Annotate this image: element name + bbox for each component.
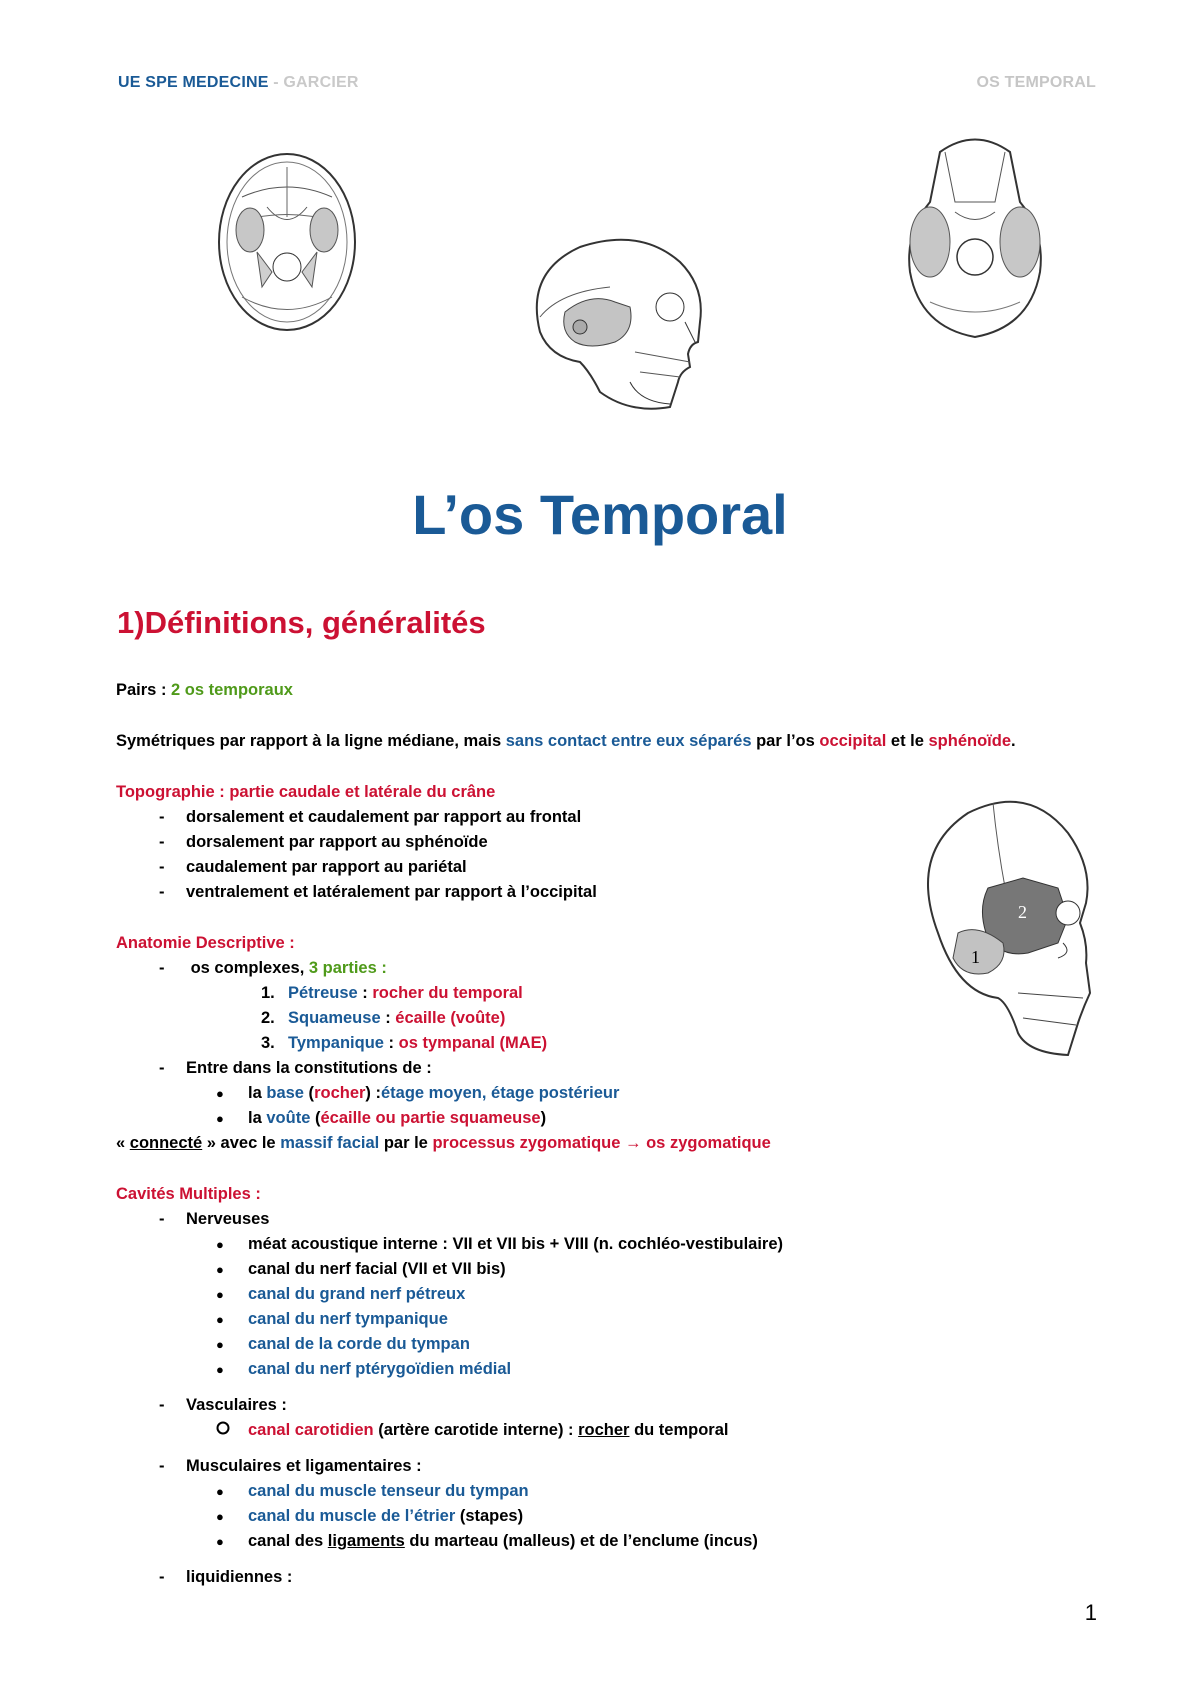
- conn-text-4: massif facial: [280, 1134, 380, 1152]
- base-text-5: ) :: [365, 1084, 381, 1102]
- part-item-1: [116, 981, 896, 1006]
- list-item: - Nerveuses: [116, 1207, 896, 1232]
- nerv-text: canal du nerf facial (VII et VII bis): [248, 1260, 506, 1278]
- bullet-icon: ●: [216, 1484, 224, 1499]
- base-text-2: base: [266, 1084, 304, 1102]
- part-number: 2.: [261, 1009, 275, 1027]
- figure-skull-lateral: [520, 232, 720, 427]
- bullet-nerv-2: [116, 1257, 896, 1282]
- base-text-1: la: [248, 1084, 267, 1102]
- voute-text-5: ): [540, 1109, 547, 1127]
- figure-label-2: 2: [1018, 902, 1027, 922]
- nerv-text: canal du nerf ptérygoïdien médial: [248, 1360, 512, 1378]
- bullet-nerv-4: [116, 1307, 896, 1332]
- conn-text-5: par le: [379, 1134, 433, 1152]
- vasc-text-3: rocher: [578, 1421, 630, 1439]
- vasc-text-2: (artère carotide interne) :: [373, 1421, 579, 1439]
- anat-complex-text: os complexes,: [190, 959, 309, 977]
- sym-text-1: Symétriques par rapport à la ligne médiane, mais: [116, 732, 506, 750]
- figure-label-1: 1: [971, 947, 980, 967]
- connection-line: [116, 1131, 896, 1156]
- bullet-icon: ●: [216, 1287, 224, 1302]
- musc-text-c: du marteau (malleus) et de l’enclume (incus): [404, 1532, 758, 1550]
- anatomy-heading: Anatomie Descriptive :: [116, 934, 295, 952]
- pairs-line: [116, 678, 896, 703]
- pairs-value: 2 os temporaux: [171, 681, 293, 699]
- bullet-vasc: [116, 1418, 896, 1443]
- bullet-icon: ●: [216, 1262, 224, 1277]
- circle-bullet-icon: [216, 1418, 248, 1443]
- page-number: 1: [1084, 1600, 1097, 1625]
- bullet-icon: ●: [216, 1534, 224, 1549]
- sym-text-7: .: [1011, 732, 1016, 750]
- list-item: - Vasculaires :: [116, 1393, 896, 1418]
- part-name: Pétreuse: [288, 984, 358, 1002]
- part-sep: :: [380, 1009, 396, 1027]
- musc-text-b: ligaments: [327, 1532, 405, 1550]
- part-name: Tympanique: [288, 1034, 384, 1052]
- musc-text-b: (stapes): [455, 1507, 524, 1525]
- base-text-6: étage moyen, étage postérieur: [381, 1084, 620, 1102]
- bullet-musc-2: [116, 1504, 896, 1529]
- conn-text-6: processus zygomatique: [432, 1134, 621, 1152]
- bullet-nerv-5: [116, 1332, 896, 1357]
- list-item: - liquidiennes :: [116, 1565, 896, 1590]
- voute-text-2: voûte: [266, 1109, 311, 1127]
- bullet-icon: ●: [216, 1237, 224, 1252]
- vasc-text-1: canal carotidien: [248, 1421, 374, 1439]
- part-desc: os tympanal (MAE): [398, 1034, 548, 1052]
- bullet-icon: ●: [216, 1111, 224, 1126]
- musc-text-a: canal du muscle de l’étrier: [248, 1507, 456, 1525]
- pairs-label: Pairs :: [116, 681, 172, 699]
- figure-skull-labeled: [908, 793, 1098, 1068]
- conn-text-2: connecté: [129, 1134, 203, 1152]
- sym-text-2: sans contact entre eux séparés: [505, 732, 752, 750]
- nerv-text: canal du grand nerf pétreux: [248, 1285, 466, 1303]
- body-content: [116, 678, 1016, 1590]
- part-name: Squameuse: [288, 1009, 381, 1027]
- sym-text-6: sphénoïde: [928, 732, 1012, 750]
- list-item: [116, 956, 896, 981]
- list-item: - dorsalement par rapport au sphénoïde: [116, 830, 896, 855]
- list-item: - dorsalement et caudalement par rapport au frontal: [116, 805, 896, 830]
- nerv-text: méat acoustique interne : VII et VII bis + VIII (n. cochléo-vestibulaire): [248, 1235, 784, 1253]
- bullet-nerv-1: [116, 1232, 896, 1257]
- symmetry-line: [116, 729, 1016, 754]
- header-teacher: - GARCIER: [268, 74, 359, 91]
- musc-text: canal du muscle tenseur du tympan: [248, 1482, 529, 1500]
- conn-text-7: → os zygomatique: [620, 1134, 771, 1152]
- topography-heading: Topographie : partie caudale et latérale du crâne: [116, 783, 496, 801]
- part-item-3: [116, 1031, 896, 1056]
- part-desc: rocher du temporal: [372, 984, 523, 1002]
- cavities-heading: Cavités Multiples :: [116, 1185, 261, 1203]
- part-sep: :: [357, 984, 373, 1002]
- bullet-icon: ●: [216, 1337, 224, 1352]
- sym-text-3: par l’os: [751, 732, 820, 750]
- part-number: 1.: [261, 984, 275, 1002]
- bullet-voute: [116, 1106, 896, 1131]
- list-item: - caudalement par rapport au pariétal: [116, 855, 896, 880]
- bullet-base: [116, 1081, 896, 1106]
- section-heading: 1)Définitions, généralités: [117, 605, 486, 640]
- nerv-text: canal du nerf tympanique: [248, 1310, 448, 1328]
- document-title: L’os Temporal: [412, 483, 788, 546]
- sym-text-5: et le: [886, 732, 929, 750]
- nerv-text: canal de la corde du tympan: [248, 1335, 470, 1353]
- bullet-icon: ●: [216, 1362, 224, 1377]
- list-item: - Musculaires et ligamentaires :: [116, 1454, 896, 1479]
- running-header-chapter: OS TEMPORAL: [976, 74, 1096, 91]
- voute-text-4: écaille ou partie squameuse: [320, 1109, 541, 1127]
- voute-text-1: la: [248, 1109, 267, 1127]
- part-sep: :: [383, 1034, 399, 1052]
- anat-parts-count: 3 parties :: [308, 959, 387, 977]
- bullet-musc-3: [116, 1529, 896, 1554]
- bullet-icon: ●: [216, 1312, 224, 1327]
- part-desc: écaille (voûte): [395, 1009, 506, 1027]
- bullet-nerv-3: [116, 1282, 896, 1307]
- bullet-musc-1: [116, 1479, 896, 1504]
- part-number: 3.: [261, 1034, 275, 1052]
- figure-skull-base-inferior: [900, 132, 1050, 347]
- musc-text-a: canal des: [248, 1532, 328, 1550]
- voute-text-3: (: [310, 1109, 321, 1127]
- running-header-course: [118, 74, 359, 92]
- list-item: - Entre dans la constitutions de :: [116, 1056, 896, 1081]
- header-course-name: UE SPE MEDECINE: [118, 74, 269, 91]
- sym-text-4: occipital: [819, 732, 887, 750]
- part-item-2: [116, 1006, 896, 1031]
- figure-skull-base-superior: [212, 147, 362, 342]
- bullet-icon: ●: [216, 1509, 224, 1524]
- conn-text-3: » avec le: [202, 1134, 281, 1152]
- base-text-3: (: [303, 1084, 315, 1102]
- bullet-icon: ●: [216, 1086, 224, 1101]
- bullet-nerv-6: [116, 1357, 896, 1382]
- conn-text-1: «: [116, 1134, 130, 1152]
- vasc-text-4: du temporal: [629, 1421, 729, 1439]
- base-text-4: rocher: [314, 1084, 366, 1102]
- list-item: - ventralement et latéralement par rapport à l’occipital: [116, 880, 896, 905]
